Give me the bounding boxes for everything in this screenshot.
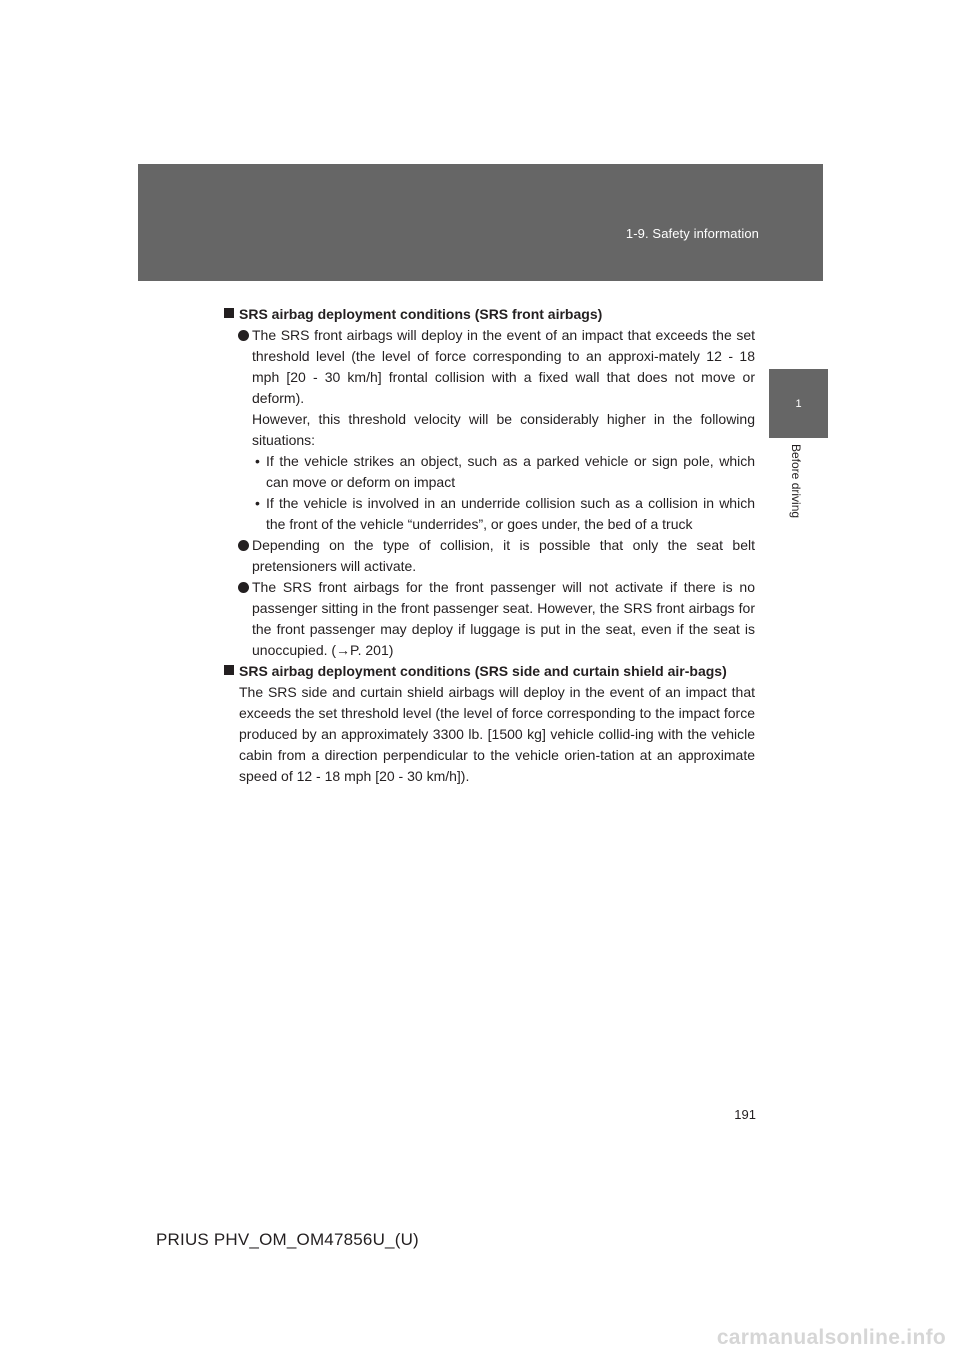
bullet-item-deploy-threshold: The SRS front airbags will deploy in the event of an impact that exceeds the set threshold level (the level of force corresponding to an approxi-mately 12 - 18 mph [20 - 30 km/h] frontal collision with a fixed wall that does not move or deform). (222, 325, 755, 409)
small-bullet-icon: • (255, 495, 260, 511)
side-airbag-paragraph: The SRS side and curtain shield airbags will deploy in the event of an impact that exceeds the set threshold level (the level of force corresponding to the impact force produced by an approximately 3300 lb. [1500 kg] vehicle collid-ing with the vehicle cabin from a direction perpendicular to the vehicle orien-tation at an approximate speed of 12 - 18 mph [20 - 30 km/h]). (239, 684, 755, 784)
square-bullet-icon (224, 308, 234, 318)
bullet-item-pretensioners: Depending on the type of collision, it is possible that only the seat belt pretensioners will activate. (222, 535, 755, 577)
page-content (222, 304, 755, 787)
document-code: PRIUS PHV_OM_OM47856U_(U) (156, 1230, 419, 1249)
chapter-tab-number: 1 (769, 369, 828, 438)
header-band (138, 164, 823, 281)
bullet-item-passenger-seat: The SRS front airbags for the front passenger will not activate if there is no passenger sitting in the front passenger seat. However, the SRS front airbags for the front passenger may deploy if luggage is put in the seat, even if the seat is unoccupied. (→P. 201) (222, 577, 755, 661)
page-number: 191 (734, 1107, 756, 1122)
square-bullet-icon (224, 665, 234, 675)
list-item-parked-vehicle: • If the vehicle strikes an object, such as a parked vehicle or sign pole, which can move or deform on impact (255, 453, 755, 490)
round-bullet-icon (238, 582, 249, 593)
round-bullet-icon (238, 540, 249, 551)
chapter-tab-label-text: Before driving (789, 444, 803, 519)
section-title: 1-9. Safety information (625, 226, 759, 241)
threshold-note: However, this threshold velocity will be considerably higher in the following situations: (252, 411, 755, 448)
section-heading-side-curtain-airbags: SRS airbag deployment conditions (SRS side and curtain shield air-bags) (222, 661, 755, 682)
watermark: carmanualsonline.info (716, 1326, 946, 1349)
list-item-underride: • If the vehicle is involved in an underride collision such as a collision in which the front of the vehicle “underrides”, or goes under, the bed of a truck (255, 495, 755, 532)
small-bullet-icon: • (255, 453, 260, 469)
round-bullet-icon (238, 330, 249, 341)
section-heading-front-airbags: SRS airbag deployment conditions (SRS front airbags) (222, 304, 755, 325)
chapter-tab-label (769, 438, 828, 614)
